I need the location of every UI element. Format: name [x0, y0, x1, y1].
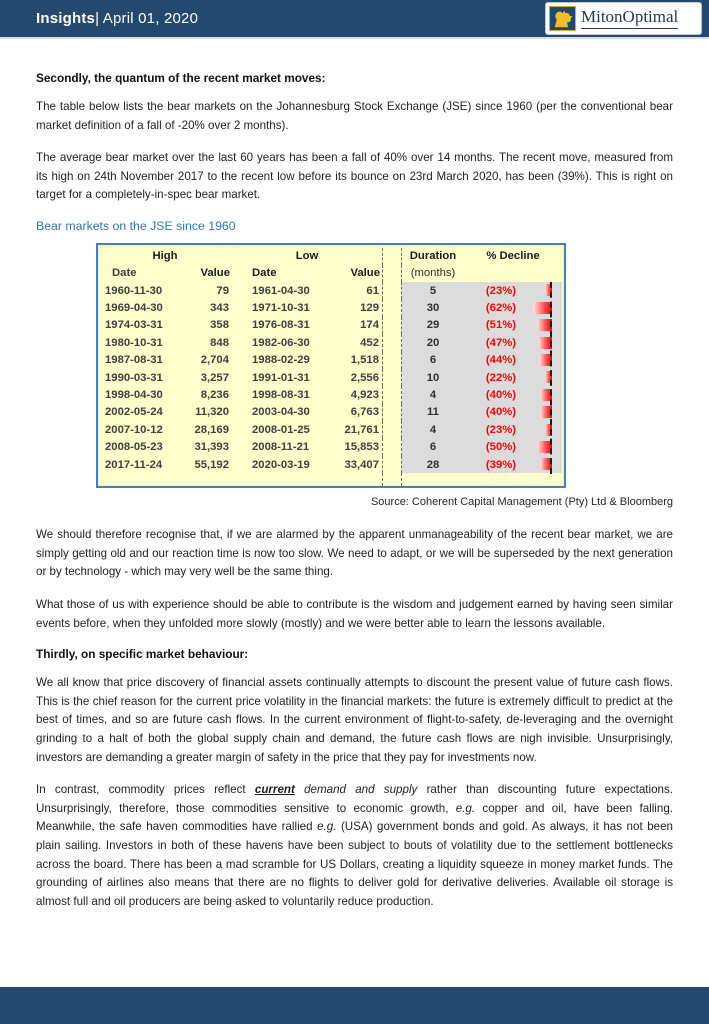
cell-duration: 11 [402, 404, 464, 421]
document-body [0, 39, 709, 925]
cell-low-date: 2003-04-30 [252, 406, 310, 419]
heading-thirdly: Thirdly, on specific market behaviour: [36, 647, 249, 662]
footer-bar [0, 987, 709, 1024]
table-row [98, 438, 564, 455]
table-group-header-row [98, 248, 564, 265]
cell-low-value: 2,556 [350, 371, 379, 384]
col-group-high: High [152, 250, 178, 263]
cell-low-value: 6,763 [350, 406, 379, 419]
cell-high-value: 79 [216, 284, 229, 297]
cell-decline: (40%) [464, 404, 538, 421]
table-caption: Bear markets on the JSE since 1960 [36, 218, 236, 233]
cell-low-value: 452 [360, 336, 379, 349]
column-separator [382, 421, 402, 438]
lion-logo-icon [549, 6, 576, 31]
header-bar [0, 0, 709, 39]
paragraph-commodity [36, 781, 673, 911]
page-title-insights: Insights [36, 10, 96, 27]
table-row [98, 404, 564, 421]
table-row [98, 317, 564, 334]
col-header-duration: Duration [409, 250, 457, 263]
cell-duration: 4 [402, 421, 464, 438]
column-separator [382, 352, 402, 369]
cell-duration: 4 [402, 386, 464, 403]
cell-decline: (22%) [464, 369, 538, 386]
cell-decline: (44%) [464, 352, 538, 369]
cell-duration: 5 [402, 282, 464, 299]
cell-high-date: 1980-10-31 [105, 336, 163, 349]
cell-low-date: 2008-01-25 [252, 423, 310, 436]
page-title-date: | April 01, 2020 [95, 10, 199, 27]
cell-high-date: 2002-05-24 [105, 406, 163, 419]
cell-decline: (47%) [464, 334, 538, 351]
cell-low-date: 1961-04-30 [252, 284, 310, 297]
table-row [98, 299, 564, 316]
table-row [98, 352, 564, 369]
table-subheader-row [98, 265, 564, 282]
logo-wordmark: MitonOptimal [581, 8, 678, 29]
jse-table-body [98, 282, 564, 473]
commodity-seg-current: current [254, 783, 295, 797]
cell-decline: (62%) [464, 299, 538, 316]
cell-low-date: 1991-01-31 [252, 371, 310, 384]
column-separator [382, 299, 402, 316]
commodity-seg-6: copper and oil, have been falling. Meanwhile, the safe haven commodities have rallied [36, 801, 673, 834]
cell-high-date: 1987-08-31 [105, 354, 163, 367]
cell-low-date: 1976-08-31 [252, 319, 310, 332]
paragraph-experience: What those of us with experience should be able to contribute is the wisdom and judgement earned by having seen similar events before, when they unfolded more slowly (mostly) and we were better able to learn the lessons available. [36, 598, 673, 630]
source-attribution: Source: Coherent Capital Management (Pty) Ltd & Bloomberg [370, 496, 673, 509]
cell-low-date: 2008-11-21 [252, 441, 310, 454]
cell-high-date: 1960-11-30 [105, 284, 163, 297]
cell-high-value: 31,393 [194, 441, 229, 454]
cell-duration: 6 [402, 352, 464, 369]
commodity-seg-eg1: e.g. [455, 801, 476, 815]
cell-decline: (50%) [464, 438, 538, 455]
paragraph-table-intro: The table below lists the bear markets on the Johannesburg Stock Exchange (JSE) since 1960 (per the conventional bear market definition of a fall of -20% over 2 months). [36, 100, 673, 132]
cell-high-value: 11,320 [195, 406, 229, 419]
paragraph-recognise: We should therefore recognise that, if we are alarmed by the apparent unmanageability of the recent bear market, we are simply getting old and our reaction time is now too slow. We need to adapt, or we will be superseded by the next generation or by technology - which may very well be the same thing. [36, 528, 673, 579]
column-separator [382, 265, 402, 282]
cell-high-value: 8,236 [200, 389, 229, 401]
column-separator [382, 404, 402, 421]
column-separator [382, 334, 402, 351]
company-logo [546, 3, 701, 34]
column-separator [382, 369, 402, 386]
column-separator [382, 473, 402, 486]
cell-low-value: 21,761 [344, 423, 379, 436]
table-row [98, 456, 564, 473]
cell-duration: 28 [402, 456, 464, 473]
table-row [98, 282, 564, 299]
cell-high-value: 3,257 [200, 371, 229, 384]
paragraph-price-discovery: We all know that price discovery of financial assets continually attempts to discount the present value of future cash flows. This is the chief reason for the current price volatility in the financial markets: the future is extremely difficult to predict at the best of times, and so are future cash flows. In the current environment of flight-to-safety, de-leveraging and the overnight grinding to a halt of both the global supply chain and demand, the future cash flows are nigh invisible. Unsurprisingly, investors are demanding a greater margin of safety in the price that they pay for investments now. [36, 676, 673, 764]
col-header-high-value: Value [200, 267, 230, 280]
cell-low-value: 33,407 [344, 458, 379, 471]
cell-high-value: 28,169 [194, 423, 229, 436]
commodity-seg-eg2: e.g. [317, 820, 337, 834]
cell-decline: (39%) [464, 456, 538, 473]
cell-low-value: 15,853 [344, 441, 379, 454]
cell-decline: (51%) [464, 317, 538, 334]
cell-low-date: 1971-10-31 [252, 302, 310, 315]
cell-low-value: 1,518 [350, 354, 379, 367]
table-row [98, 334, 564, 351]
col-header-low-date: Date [252, 267, 277, 280]
commodity-seg-demand-supply: demand and supply [294, 783, 418, 797]
cell-decline: (40%) [464, 386, 538, 403]
col-header-low-value: Value [350, 267, 380, 280]
table-row [98, 369, 564, 386]
cell-low-date: 1988-02-29 [252, 354, 310, 367]
cell-high-date: 1990-03-31 [105, 371, 163, 384]
col-header-high-date: Date [112, 267, 137, 280]
table-row [98, 386, 564, 403]
cell-high-date: 1969-04-30 [105, 302, 163, 315]
column-separator [382, 282, 402, 299]
cell-high-value: 2,704 [200, 354, 229, 367]
cell-high-value: 358 [210, 319, 229, 332]
databar-axis-line [550, 282, 552, 474]
cell-low-date: 1982-06-30 [252, 336, 310, 349]
column-separator [382, 248, 402, 265]
col-header-decline: % Decline [486, 250, 540, 263]
col-header-months: (months) [410, 267, 456, 280]
cell-low-date: 2020-03-19 [252, 458, 310, 471]
column-separator [382, 456, 402, 473]
cell-high-value: 848 [210, 336, 229, 349]
cell-high-date: 2007-10-12 [105, 423, 163, 436]
commodity-seg-4: rather than discounting future expectations. Unsurprisingly, therefore, those commodities sensitive to economic growth, [36, 783, 673, 815]
cell-decline: (23%) [464, 282, 538, 299]
commodity-seg-1: In contrast, commodity prices reflect [36, 783, 255, 797]
cell-high-date: 1998-04-30 [105, 389, 163, 401]
table-blank-row [98, 473, 564, 486]
page-title [36, 10, 198, 27]
cell-high-value: 343 [210, 302, 229, 315]
heading-secondly: Secondly, the quantum of the recent market moves: [36, 71, 326, 85]
cell-high-date: 2017-11-24 [105, 458, 163, 471]
column-separator [382, 386, 402, 403]
cell-duration: 6 [402, 438, 464, 455]
cell-low-value: 4,923 [350, 389, 379, 401]
cell-high-date: 2008-05-23 [105, 441, 163, 454]
cell-high-value: 55,192 [194, 458, 229, 471]
cell-high-date: 1974-03-31 [105, 319, 163, 332]
commodity-seg-8: (USA) government bonds and gold. As always, it has not been plain sailing. Investors in both of these havens have been subject to bouts of volatility due to the settlement bottlenecks across the board. There has been a mad scramble for US Dollars, creating a liquidity squeeze in money market funds. The grounding of airlines also means that there are no flights to deliver gold for derivative deliveries. Available oil storage is almost full and oil producers are being asked to voluntarily reduce production. [36, 820, 673, 908]
column-separator [382, 317, 402, 334]
paragraph-average-bear: The average bear market over the last 60 years has been a fall of 40% over 14 months. The recent move, measured from its high on 24th November 2017 to the recent low before its bounce on 23rd March 2020, has been (39%). This is right on target for a completely-in-spec bear market. [36, 151, 673, 202]
bear-markets-table [96, 243, 566, 488]
cell-decline: (23%) [464, 421, 538, 438]
cell-duration: 20 [402, 334, 464, 351]
cell-low-value: 174 [360, 319, 379, 332]
cell-low-date: 1998-08-31 [252, 389, 310, 401]
cell-low-value: 129 [360, 302, 379, 315]
table-row [98, 421, 564, 438]
cell-duration: 10 [402, 369, 464, 386]
col-group-low: Low [295, 250, 319, 263]
column-separator [382, 438, 402, 455]
cell-duration: 30 [402, 299, 464, 316]
cell-duration: 29 [402, 317, 464, 334]
cell-low-value: 61 [366, 284, 379, 297]
